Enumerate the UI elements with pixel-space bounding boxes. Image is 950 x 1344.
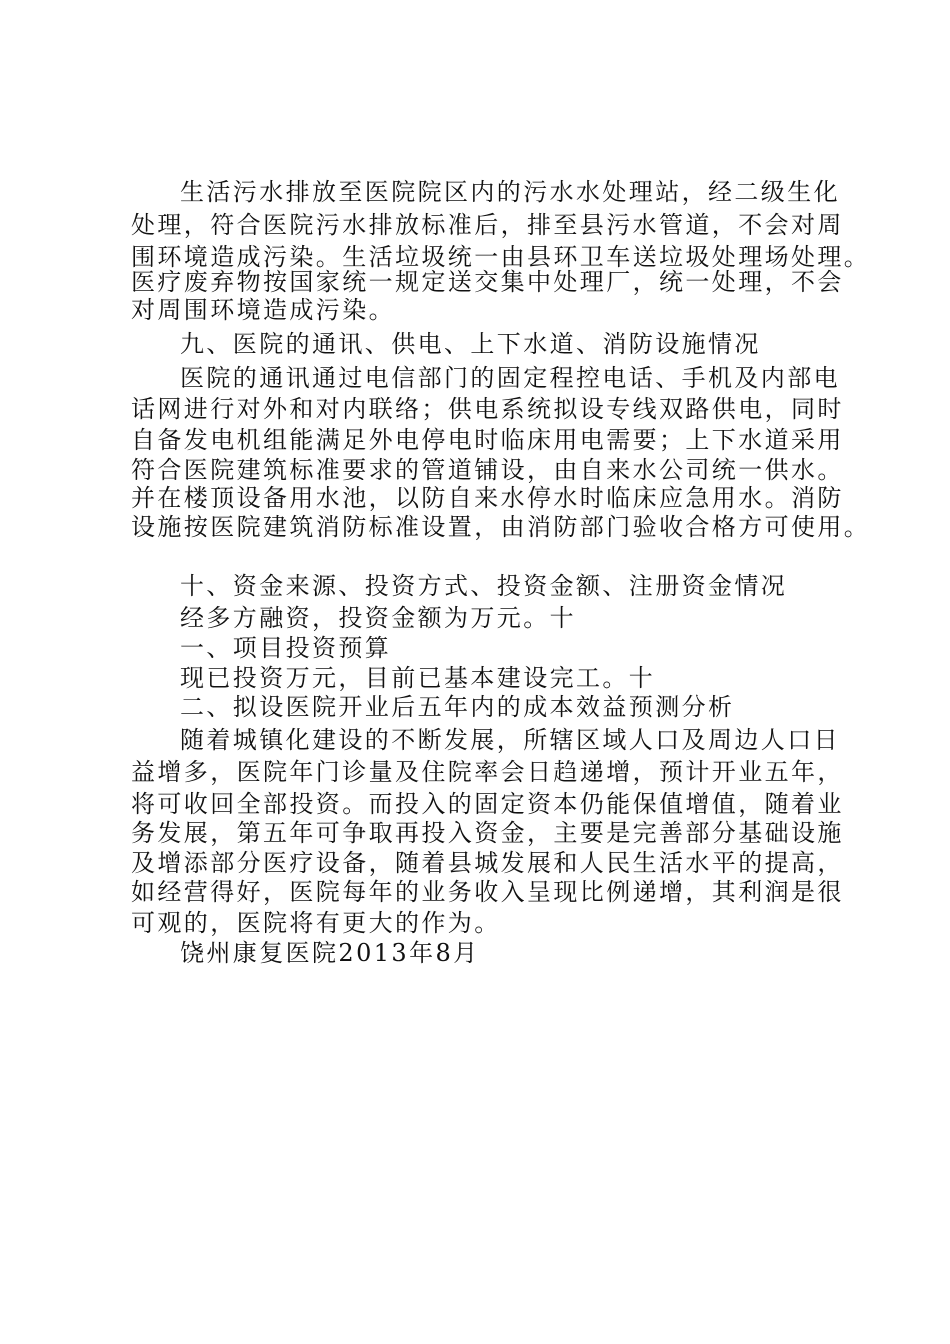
text-line: 益增多，医院年门诊量及住院率会日趋递增，预计开业五年，	[131, 758, 844, 786]
text-line: 并在楼顶设备用水池，以防自来水停水时临床应急用水。消防	[131, 484, 844, 512]
text-line: 及增添部分医疗设备，随着县城发展和人民生活水平的提高，	[131, 849, 844, 877]
text-line: 医疗废弃物按国家统一规定送交集中处理厂，统一处理，不会	[131, 268, 844, 296]
text-line: 自备发电机组能满足外电停电时临床用电需要；上下水道采用	[131, 426, 844, 454]
text-line: 生活污水排放至医院院区内的污水水处理站，经二级生化	[180, 178, 840, 206]
section-heading: 十、资金来源、投资方式、投资金额、注册资金情况	[180, 572, 788, 600]
text-line: 围环境造成污染。生活垃圾统一由县环卫车送垃圾处理场处理。	[131, 243, 871, 271]
text-line: 可观的，医院将有更大的作为。	[131, 909, 501, 937]
text-line: 经多方融资，投资金额为万元。十	[180, 604, 576, 632]
section-heading: 二、拟设医院开业后五年内的成本效益预测分析	[180, 693, 735, 721]
text-line: 话网进行对外和对内联络；供电系统拟设专线双路供电，同时	[131, 395, 844, 423]
text-line: 如经营得好，医院每年的业务收入呈现比例递增，其利润是很	[131, 878, 844, 906]
text-line: 随着城镇化建设的不断发展，所辖区域人口及周边人口日	[180, 726, 840, 754]
section-heading: 一、项目投资预算	[180, 634, 392, 662]
text-line: 现已投资万元，目前已基本建设完工。十	[180, 664, 656, 692]
text-line: 处理，符合医院污水排放标准后，排至县污水管道，不会对周	[131, 211, 844, 239]
text-line: 设施按医院建筑消防标准设置，由消防部门验收合格方可使用。	[131, 513, 871, 541]
signature-date: 饶州康复医院2013年8月	[180, 939, 480, 967]
text-line: 将可收回全部投资。而投入的固定资本仍能保值增值，随着业	[131, 790, 844, 818]
text-line: 医院的通讯通过电信部门的固定程控电话、手机及内部电	[180, 364, 840, 392]
section-heading: 九、医院的通讯、供电、上下水道、消防设施情况	[180, 330, 761, 358]
text-line: 务发展，第五年可争取再投入资金，主要是完善部分基础设施	[131, 819, 844, 847]
text-line: 对周围环境造成污染。	[131, 296, 395, 324]
text-line: 符合医院建筑标准要求的管道铺设，由自来水公司统一供水。	[131, 456, 844, 484]
